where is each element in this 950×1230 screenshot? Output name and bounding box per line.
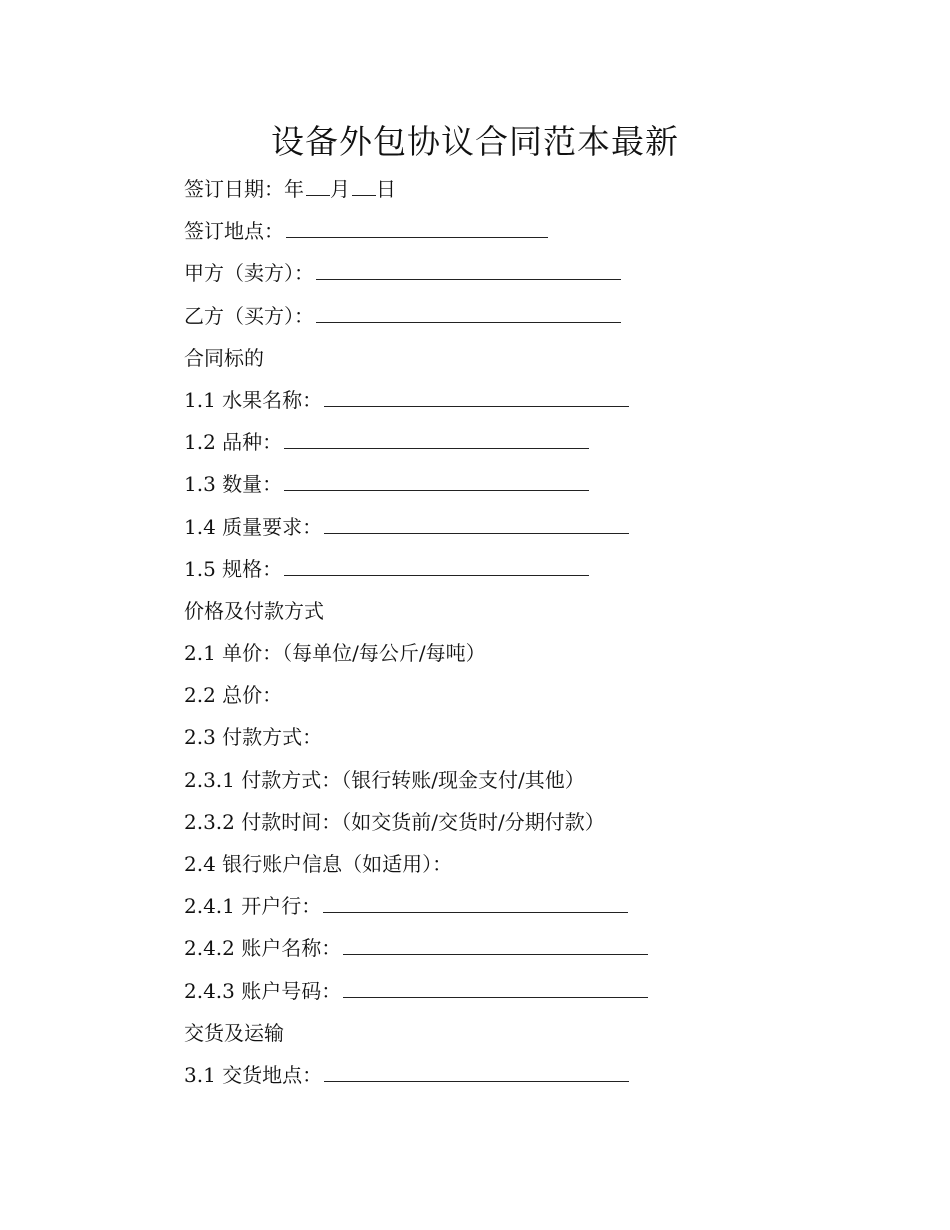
account-number-line bbox=[184, 974, 784, 1016]
signing-place-line bbox=[184, 214, 784, 256]
delivery-place-blank bbox=[324, 1062, 629, 1082]
quality-label: 1.4 质量要求： bbox=[184, 514, 323, 539]
fruit-name-label: 1.1 水果名称： bbox=[184, 387, 323, 412]
account-name-blank bbox=[343, 935, 648, 955]
party-a-blank bbox=[316, 260, 621, 280]
bank-name-blank bbox=[323, 893, 628, 913]
quantity-label: 1.3 数量： bbox=[184, 472, 283, 497]
section-2-heading: 价格及付款方式 bbox=[184, 598, 324, 623]
account-number-label: 2.4.3 账户号码： bbox=[184, 978, 342, 1003]
document-title: 设备外包协议合同范本最新 bbox=[271, 122, 679, 162]
variety-label: 1.2 品种： bbox=[184, 430, 283, 455]
section-1-heading: 合同标的 bbox=[184, 345, 264, 370]
bank-info-line: 2.4 银行账户信息（如适用）： bbox=[184, 852, 453, 876]
day-label: 日 bbox=[376, 177, 396, 201]
signing-place-label: 签订地点： bbox=[184, 219, 284, 244]
account-number-blank bbox=[343, 978, 648, 998]
account-name-line bbox=[184, 931, 784, 973]
variety-line bbox=[184, 425, 784, 467]
fruit-name-blank bbox=[324, 387, 629, 407]
spec-blank bbox=[284, 556, 589, 576]
signing-date-label: 签订日期： bbox=[184, 177, 284, 201]
party-b-blank bbox=[316, 303, 621, 323]
day-blank bbox=[352, 176, 376, 196]
party-b-label: 乙方（买方）： bbox=[184, 303, 314, 328]
payment-method-line: 2.3 付款方式： bbox=[184, 725, 323, 750]
signing-place-blank bbox=[286, 218, 548, 238]
spec-line bbox=[184, 552, 784, 594]
month-blank bbox=[306, 176, 330, 196]
payment-time-line: 2.3.2 付款时间：（如交货前/交货时/分期付款） bbox=[184, 809, 605, 834]
party-a-line bbox=[184, 256, 784, 298]
quality-blank bbox=[324, 514, 629, 534]
year-label: 年 bbox=[284, 177, 304, 201]
bank-name-line bbox=[184, 889, 784, 931]
party-b-line bbox=[184, 299, 784, 341]
month-label: 月 bbox=[330, 177, 350, 201]
quantity-blank bbox=[284, 471, 589, 491]
account-name-label: 2.4.2 账户名称： bbox=[184, 936, 342, 961]
quantity-line bbox=[184, 467, 784, 509]
payment-method-detail-line: 2.3.1 付款方式：（银行转账/现金支付/其他） bbox=[184, 767, 585, 792]
party-a-label: 甲方（卖方）： bbox=[184, 261, 314, 286]
bank-name-label: 2.4.1 开户行： bbox=[184, 894, 322, 919]
delivery-place-label: 3.1 交货地点： bbox=[184, 1062, 323, 1087]
signing-date-line bbox=[184, 172, 784, 214]
unit-price-line: 2.1 单价：（每单位/每公斤/每吨） bbox=[184, 641, 486, 666]
section-3-heading: 交货及运输 bbox=[184, 1020, 284, 1045]
total-price-line: 2.2 总价： bbox=[184, 683, 283, 708]
quality-line bbox=[184, 510, 784, 552]
contract-body bbox=[184, 172, 784, 1100]
delivery-place-line bbox=[184, 1058, 784, 1100]
fruit-name-line bbox=[184, 383, 784, 425]
variety-blank bbox=[284, 429, 589, 449]
spec-label: 1.5 规格： bbox=[184, 556, 283, 581]
